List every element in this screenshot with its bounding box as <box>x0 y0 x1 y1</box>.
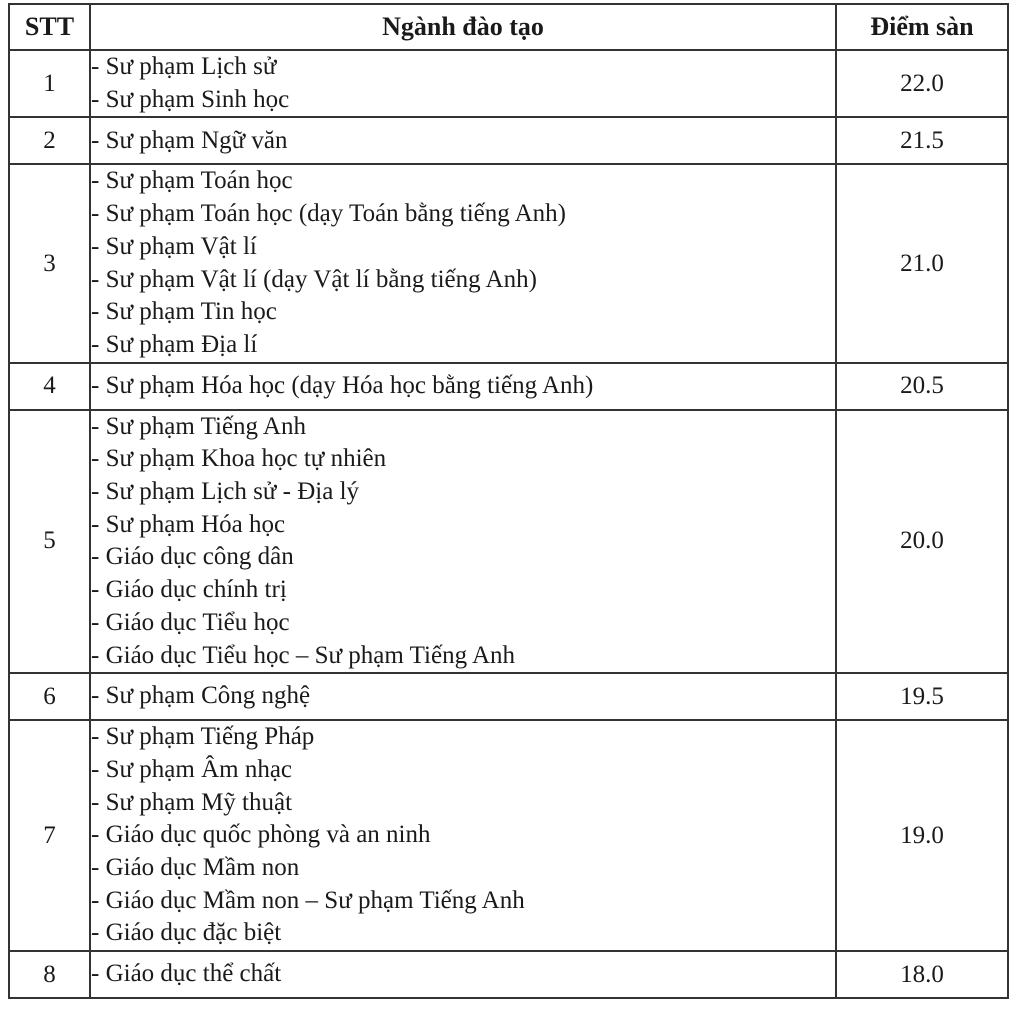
row-stt: 3 <box>9 164 90 362</box>
major-item: - Sư phạm Công nghệ <box>91 682 311 710</box>
major-item: - Sư phạm Mỹ thuật <box>91 788 293 816</box>
major-item: - Giáo dục quốc phòng và an ninh <box>91 821 431 849</box>
row-majors <box>90 410 836 674</box>
table-row <box>9 50 1008 117</box>
major-item: - Sư phạm Khoa học tự nhiên <box>91 445 387 473</box>
row-majors <box>90 50 836 117</box>
score-table <box>8 3 1009 999</box>
major-item: - Sư phạm Hóa học <box>91 510 286 538</box>
header-score: Điểm sàn <box>836 4 1008 50</box>
major-item: - Sư phạm Tin học <box>91 298 277 326</box>
row-majors <box>90 164 836 362</box>
major-item: - Sư phạm Ngữ văn <box>91 126 288 154</box>
table-row <box>9 164 1008 362</box>
row-score: 22.0 <box>836 50 1008 117</box>
major-item: - Giáo dục chính trị <box>91 576 287 604</box>
table-row <box>9 673 1008 720</box>
table-row <box>9 117 1008 164</box>
row-stt: 8 <box>9 951 90 998</box>
row-score: 21.5 <box>836 117 1008 164</box>
major-item: - Sư phạm Tiếng Pháp <box>91 723 315 751</box>
table-row <box>9 720 1008 951</box>
major-item: - Giáo dục thể chất <box>91 960 282 988</box>
major-item: - Giáo dục Tiểu học <box>91 608 290 636</box>
header-major: Ngành đào tạo <box>90 4 836 50</box>
header-stt: STT <box>9 4 90 50</box>
major-item: - Sư phạm Vật lí (dạy Vật lí bằng tiếng Anh) <box>91 265 537 293</box>
row-stt: 1 <box>9 50 90 117</box>
row-stt: 4 <box>9 363 90 410</box>
major-item: - Sư phạm Hóa học (dạy Hóa học bằng tiếng Anh) <box>91 371 594 399</box>
major-item: - Giáo dục đặc biệt <box>91 919 282 947</box>
major-item: - Sư phạm Lịch sử <box>91 53 277 80</box>
major-item: - Sư phạm Toán học <box>91 167 293 195</box>
row-stt: 7 <box>9 720 90 951</box>
major-item: - Giáo dục Mầm non – Sư phạm Tiếng Anh <box>91 886 525 914</box>
major-item: - Giáo dục Mầm non <box>91 854 300 882</box>
row-stt: 5 <box>9 410 90 674</box>
table-row <box>9 410 1008 674</box>
row-stt: 6 <box>9 673 90 720</box>
row-majors <box>90 951 836 998</box>
row-score: 20.0 <box>836 410 1008 674</box>
header-row <box>9 4 1008 50</box>
row-majors <box>90 673 836 720</box>
table-row <box>9 951 1008 998</box>
row-score: 21.0 <box>836 164 1008 362</box>
table-body <box>9 50 1008 998</box>
row-majors <box>90 363 836 410</box>
row-majors <box>90 117 836 164</box>
major-item: - Sư phạm Âm nhạc <box>91 755 293 783</box>
row-score: 18.0 <box>836 951 1008 998</box>
major-item: - Sư phạm Tiếng Anh <box>91 412 306 440</box>
row-stt: 2 <box>9 117 90 164</box>
major-item: - Giáo dục công dân <box>91 543 294 571</box>
row-score: 19.5 <box>836 673 1008 720</box>
row-score: 19.0 <box>836 720 1008 951</box>
row-majors <box>90 720 836 951</box>
major-item: - Sư phạm Toán học (dạy Toán bằng tiếng Anh) <box>91 200 567 228</box>
major-item: - Giáo dục Tiểu học – Sư phạm Tiếng Anh <box>91 641 515 669</box>
major-item: - Sư phạm Lịch sử - Địa lý <box>91 478 360 506</box>
major-item: - Sư phạm Sinh học <box>91 85 290 113</box>
row-score: 20.5 <box>836 363 1008 410</box>
major-item: - Sư phạm Vật lí <box>91 232 257 260</box>
table-row <box>9 363 1008 410</box>
major-item: - Sư phạm Địa lí <box>91 330 258 358</box>
